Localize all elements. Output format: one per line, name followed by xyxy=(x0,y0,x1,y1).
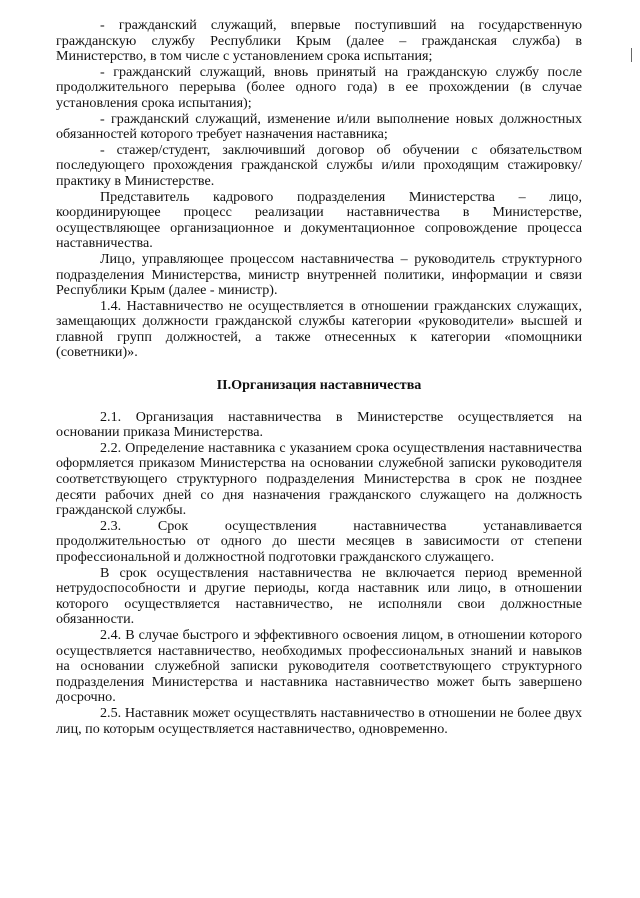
paragraph-list-item: - гражданский служащий, впервые поступивший на государственную гражданскую службу Республики Крым (далее – гражданская служба) в Министерство, в том числе с установлением срока испытания; xyxy=(56,17,582,65)
paragraph-clause-2-4: 2.4. В случае быстрого и эффективного освоения лицом, в отношении которого осуществляется наставничество, необходимых профессиональных знаний и навыков на основании служебной записки руководителя соответствующего структурного подразделения Министерства и наставника наставничество может быть завершено досрочно. xyxy=(56,626,582,706)
paragraph: В срок осуществления наставничества не включается период временной нетрудоспособности и другие периоды, когда наставник или лицо, в отношении которого осуществляется наставничество, не исполняли свои должностные обязанности. xyxy=(56,564,582,628)
paragraph-clause-2-5: 2.5. Наставник может осуществлять наставничество в отношении не более двух лиц, по которым осуществляется наставничество, одновременно. xyxy=(56,704,582,737)
section-heading: II.Организация наставничества xyxy=(216,377,422,394)
paragraph-list-item: - стажер/студент, заключивший договор об обучении с обязательством последующего прохождения гражданской службы и/или проходящим стажировку/практику в Министерстве. xyxy=(56,141,582,189)
paragraph-list-item: - гражданский служащий, изменение и/или выполнение новых должностных обязанностей которого требует назначения наставника; xyxy=(56,110,582,143)
scan-margin-mark xyxy=(631,48,632,62)
paragraph-list-item: - гражданский служащий, вновь принятый на гражданскую службу после продолжительного перерыва (более одного года) в ее прохождении (в случае установления срока испытания); xyxy=(56,63,582,111)
paragraph-clause-2-3: 2.3. Срок осуществления наставничества устанавливается продолжительностью от одного до шести месяцев в зависимости от степени профессиональной и должностной подготовки гражданского служащего. xyxy=(56,517,582,565)
paragraph-clause-1-4: 1.4. Наставничество не осуществляется в отношении гражданских служащих, замещающих должности гражданской службы категории «руководители» высшей и главной групп должностей, а также отнесенных к категории «помощники (советники)». xyxy=(56,297,582,361)
paragraph-clause-2-2: 2.2. Определение наставника с указанием срока осуществления наставничества оформляется приказом Министерства на основании служебной записки руководителя соответствующего структурного подразделения Министерства в срок не позднее десяти рабочих дней со дня назначения гражданского служащего на должность гражданской службы. xyxy=(56,439,582,519)
document-body xyxy=(56,18,582,737)
paragraph: Лицо, управляющее процессом наставничества – руководитель структурного подразделения Министерства, министр внутренней политики, информации и связи Республики Крым (далее - министр). xyxy=(56,250,582,299)
paragraph-clause-2-1: 2.1. Организация наставничества в Министерстве осуществляется на основании приказа Министерства. xyxy=(56,408,582,441)
paragraph: Представитель кадрового подразделения Министерства – лицо, координирующее процесс реализации наставничества в Министерстве, осуществляющее организационное и документационное сопровождение процесса наставничества. xyxy=(56,188,582,252)
